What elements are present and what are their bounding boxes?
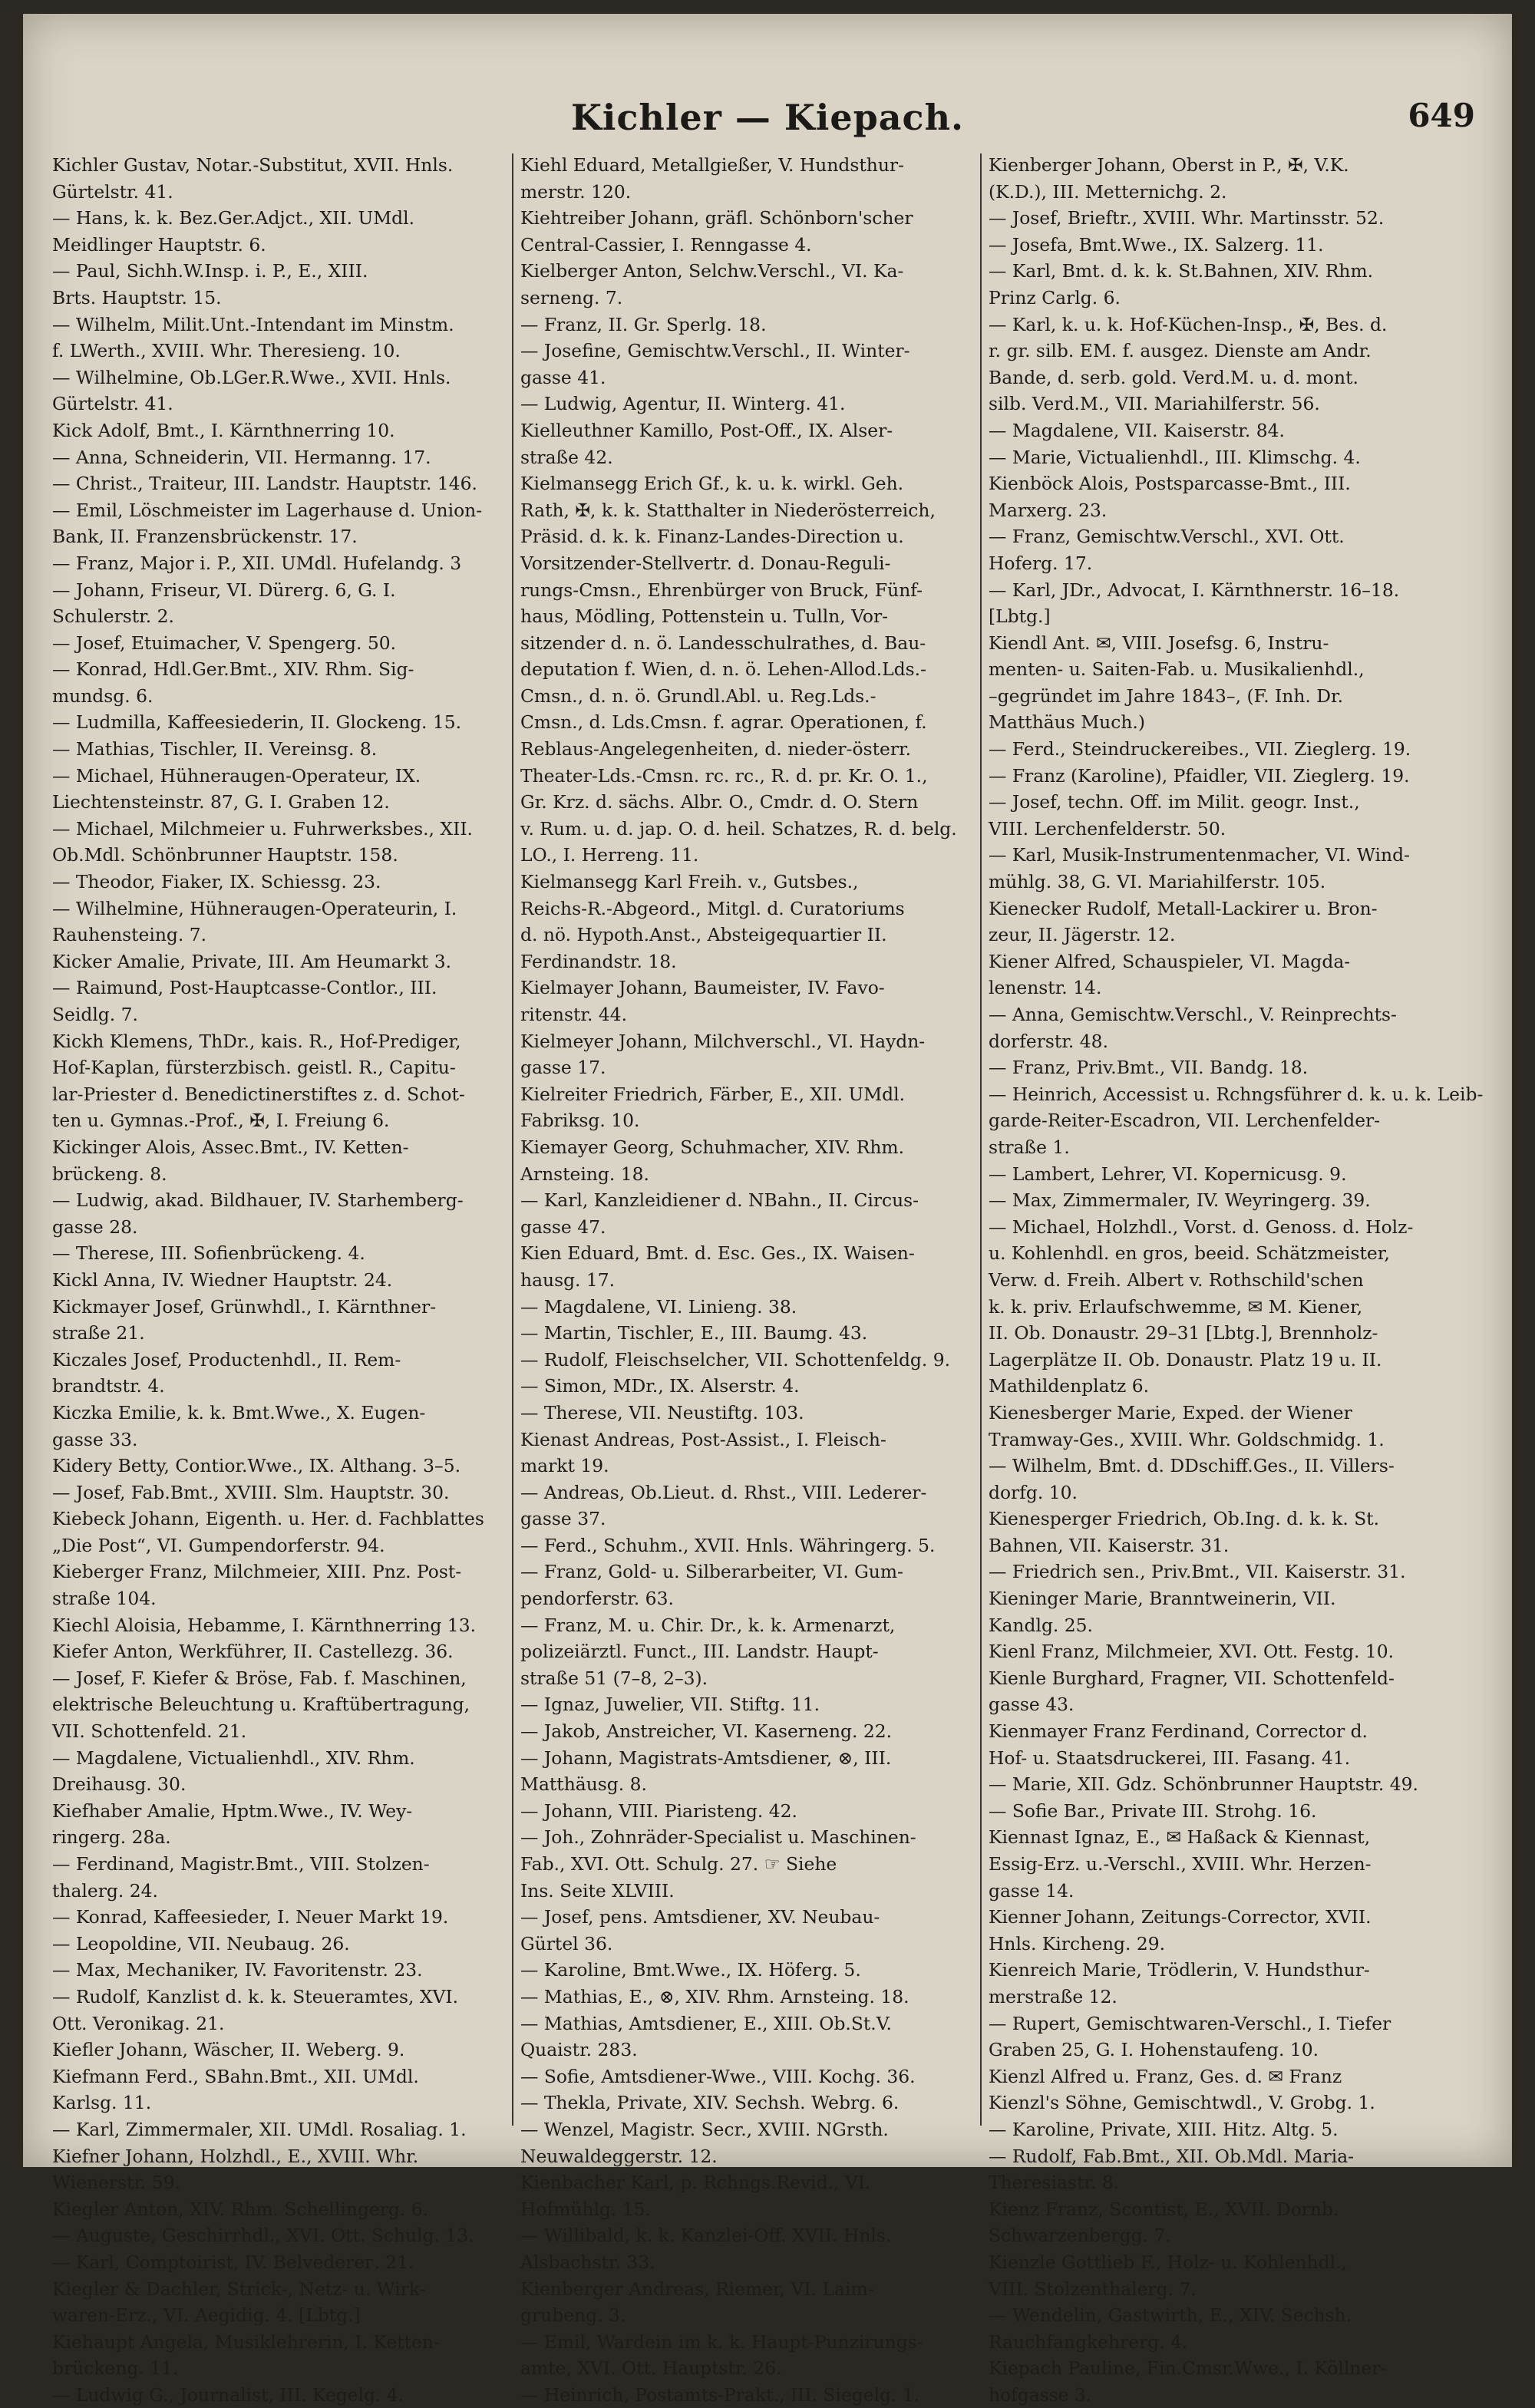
directory-entry-line: — Theodor, Fiaker, IX. Schiessg. 23. [52, 871, 381, 893]
directory-entry-line: Kiendl Ant. ✉, VIII. Josefsg. 6, Instru- [989, 632, 1329, 654]
directory-entry-line: gasse 14. [989, 1879, 1074, 1902]
directory-entry-line: pendorferstr. 63. [520, 1588, 674, 1610]
directory-entry-line: Kiefhaber Amalie, Hptm.Wwe., IV. Wey- [52, 1799, 413, 1822]
directory-entry-line: — Jakob, Anstreicher, VI. Kaserneng. 22. [520, 1720, 893, 1743]
directory-entry-line: Kienle Burghard, Fragner, VII. Schottenfeld- [989, 1667, 1395, 1689]
directory-entry-line: haus, Mödling, Pottenstein u. Tulln, Vor- [520, 605, 889, 628]
directory-entry-line: Kiener Alfred, Schauspieler, VI. Magda- [989, 950, 1351, 972]
directory-entry-line: Kielberger Anton, Selchw.Verschl., VI. Ka- [520, 260, 904, 282]
directory-entry-line: — Paul, Sichh.W.Insp. i. P., E., XIII. [52, 260, 368, 282]
directory-entry-line: Rath, ✠, k. k. Statthalter in Niederösterreich, [520, 499, 936, 521]
directory-entry-line: elektrische Beleuchtung u. Kraftübertragung, [52, 1694, 470, 1716]
directory-entry-line: r. gr. silb. EM. f. ausgez. Dienste am Andr. [989, 340, 1372, 362]
directory-entry-line: — Auguste, Geschirrhdl., XVI. Ott. Schulg. 13. [52, 2225, 474, 2247]
directory-entry-line: — Ludwig G., Journalist, III. Kegelg. 4. [52, 2383, 404, 2406]
directory-entry-line: — Ludmilla, Kaffeesiederin, II. Glockeng. 15. [52, 711, 462, 734]
directory-entry-line: Fabriksg. 10. [520, 1110, 640, 1132]
directory-entry-line: — Hans, k. k. Bez.Ger.Adjct., XII. UMdl. [52, 207, 415, 229]
directory-entry-line: Kiehaupt Angela, Musiklehrerin, I. Ketten- [52, 2330, 440, 2353]
directory-entry-line: — Wilhelmine, Ob.LGer.R.Wwe., XVII. Hnls. [52, 366, 451, 388]
column-divider [980, 153, 982, 2126]
directory-entry-line: — Therese, VII. Neustiftg. 103. [520, 1401, 804, 1423]
directory-entry-line: straße 104. [52, 1588, 157, 1610]
directory-entry-line: Gr. Krz. d. sächs. Albr. O., Cmdr. d. O. Stern [520, 791, 919, 813]
directory-entry-line: — Joh., Zohnräder-Specialist u. Maschinen- [520, 1826, 916, 1849]
directory-entry-line: mühlg. 38, G. VI. Mariahilferstr. 105. [989, 871, 1326, 893]
directory-entry-line: Kickl Anna, IV. Wiedner Hauptstr. 24. [52, 1268, 393, 1291]
directory-entry-line: Cmsn., d. n. ö. Grundl.Abl. u. Reg.Lds.- [520, 684, 876, 707]
directory-entry-line: brandtstr. 4. [52, 1375, 165, 1397]
directory-entry-line: — Mathias, E., ⊗, XIV. Rhm. Arnsteing. 18. [520, 1985, 909, 2007]
directory-entry-line: — Johann, Magistrats-Amtsdiener, ⊗, III. [520, 1747, 892, 1769]
directory-entry-line: Vorsitzender-Stellvertr. d. Donau-Reguli- [520, 552, 891, 574]
directory-entry-line: Matthäusg. 8. [520, 1773, 647, 1796]
directory-entry-line: — Konrad, Hdl.Ger.Bmt., XIV. Rhm. Sig- [52, 658, 414, 681]
directory-entry-line: Brts. Hauptstr. 15. [52, 286, 222, 308]
directory-entry-line: Central-Cassier, I. Renngasse 4. [520, 233, 812, 256]
directory-entry-line: II. Ob. Donaustr. 29–31 [Lbtg.], Brennholz- [989, 1322, 1378, 1344]
directory-entry-line: — Christ., Traiteur, III. Landstr. Hauptstr. 146. [52, 473, 477, 495]
directory-entry-line: — Ferd., Steindruckereibes., VII. Zieglerg. 19. [989, 738, 1411, 760]
directory-entry-line: — Franz, Gold- u. Silberarbeiter, VI. Gum- [520, 1561, 903, 1583]
directory-entry-line: — Sofie, Amtsdiener-Wwe., VIII. Kochg. 36. [520, 2065, 916, 2087]
directory-entry-line: — Josef, Etuimacher, V. Spengerg. 50. [52, 632, 397, 654]
directory-entry-line: thalerg. 24. [52, 1879, 158, 1902]
directory-entry-line: gasse 47. [520, 1216, 606, 1238]
directory-entry-line: Gürtel 36. [520, 1932, 613, 1954]
directory-entry-line: d. nö. Hypoth.Anst., Absteigequartier II. [520, 924, 887, 946]
directory-column-3 [989, 152, 1484, 2406]
directory-entry-line: Kiepach Pauline, Fin.Cmsr.Wwe., I. Köllner- [989, 2357, 1387, 2380]
directory-entry-line: — Heinrich, Accessist u. Rchngsführer d. k. u. k. Leib- [989, 1083, 1484, 1105]
directory-entry-line: Cmsn., d. Lds.Cmsn. f. agrar. Operationen, f. [520, 711, 927, 734]
directory-entry-line: — Franz, M. u. Chir. Dr., k. k. Armenarzt, [520, 1614, 896, 1636]
directory-entry-line: gasse 37. [520, 1508, 606, 1530]
directory-entry-line: — Thekla, Private, XIV. Sechsh. Webrg. 6. [520, 2092, 900, 2114]
directory-entry-line: Kieninger Marie, Branntweinerin, VII. [989, 1588, 1336, 1610]
directory-entry-line: — Karoline, Private, XIII. Hitz. Altg. 5. [989, 2118, 1339, 2140]
directory-entry-line: Schulerstr. 2. [52, 605, 174, 628]
directory-entry-line: — Konrad, Kaffeesieder, I. Neuer Markt 19. [52, 1906, 449, 1928]
directory-entry-line: Kidery Betty, Contior.Wwe., IX. Althang. 3–5. [52, 1455, 461, 1477]
directory-entry-line: Bande, d. serb. gold. Verd.M. u. d. mont. [989, 366, 1358, 388]
directory-entry-line: gasse 28. [52, 1216, 138, 1238]
running-head: Kichler — Kiepach. [570, 97, 965, 138]
directory-entry-line: Hoferg. 17. [989, 552, 1093, 574]
directory-entry-line: Hof-Kaplan, fürsterzbisch. geistl. R., Capitu- [52, 1057, 456, 1079]
directory-entry-line: — Karl, Zimmermaler, XII. UMdl. Rosaliag. 1. [52, 2118, 467, 2140]
directory-entry-line: u. Kohlenhdl. en gros, beeid. Schätzmeister, [989, 1242, 1390, 1265]
directory-entry-line: straße 51 (7–8, 2–3). [520, 1667, 708, 1689]
directory-entry-line: — Marie, XII. Gdz. Schönbrunner Hauptstr. 49. [989, 1773, 1418, 1796]
directory-entry-line: k. k. priv. Erlaufschwemme, ✉ M. Kiener, [989, 1295, 1363, 1318]
directory-entry-line: deputation f. Wien, d. n. ö. Lehen-Allod.Lds.- [520, 658, 927, 681]
directory-entry-line: Kienböck Alois, Postsparcasse-Bmt., III. [989, 473, 1351, 495]
directory-entry-line: — Anna, Gemischtw.Verschl., V. Reinprechts- [989, 1004, 1397, 1025]
directory-entry-line: Rauchfangkehrerg. 4. [989, 2330, 1188, 2353]
directory-entry-line: — Karl, Kanzleidiener d. NBahn., II. Circus- [520, 1189, 919, 1212]
directory-entry-line: Kienesperger Friedrich, Ob.Ing. d. k. k. St. [989, 1508, 1380, 1530]
directory-entry-line: — Franz, Priv.Bmt., VII. Bandg. 18. [989, 1057, 1309, 1079]
directory-entry-line: — Martin, Tischler, E., III. Baumg. 43. [520, 1322, 868, 1344]
directory-entry-line: — Josef, pens. Amtsdiener, XV. Neubau- [520, 1906, 880, 1928]
directory-entry-line: — Simon, MDr., IX. Alserstr. 4. [520, 1375, 800, 1397]
directory-entry-line: dorferstr. 48. [989, 1030, 1109, 1052]
directory-entry-line: — Franz, Gemischtw.Verschl., XVI. Ott. [989, 526, 1345, 548]
directory-entry-line: — Anna, Schneiderin, VII. Hermanng. 17. [52, 446, 431, 468]
directory-entry-line: — Ludwig, Agentur, II. Winterg. 41. [520, 393, 846, 415]
directory-entry-line: Kielreiter Friedrich, Färber, E., XII. UMdl. [520, 1083, 906, 1105]
directory-entry-line: — Friedrich sen., Priv.Bmt., VII. Kaiserstr. 31. [989, 1561, 1406, 1583]
directory-entry-line: — Josef, F. Kiefer & Bröse, Fab. f. Maschinen, [52, 1667, 467, 1689]
directory-entry-line: hofgasse 3. [989, 2383, 1092, 2406]
directory-entry-line: Kien Eduard, Bmt. d. Esc. Ges., IX. Waisen- [520, 1242, 915, 1265]
directory-entry-line: — Johann, Friseur, VI. Dürerg. 6, G. I. [52, 579, 396, 601]
directory-entry-line: Ob.Mdl. Schönbrunner Hauptstr. 158. [52, 844, 398, 866]
directory-entry-line: Kiehl Eduard, Metallgießer, V. Hundsthur- [520, 154, 904, 176]
directory-entry-line: brückeng. 11. [52, 2357, 179, 2380]
directory-entry-line: — Rudolf, Fleischselcher, VII. Schottenfeldg. 9. [520, 1348, 951, 1371]
directory-entry-line: — Therese, III. Sofienbrückeng. 4. [52, 1242, 365, 1265]
directory-entry-line: grubeng. 3. [520, 2304, 626, 2327]
directory-entry-line: Kienast Andreas, Post-Assist., I. Fleisch- [520, 1428, 886, 1450]
directory-entry-line: lenenstr. 14. [989, 977, 1102, 999]
directory-entry-line: Kielmayer Johann, Baumeister, IV. Favo- [520, 977, 885, 999]
directory-entry-line: Alsbachstr. 33. [520, 2251, 655, 2273]
directory-entry-line: — Karl, Bmt. d. k. k. St.Bahnen, XIV. Rhm. [989, 260, 1374, 282]
directory-entry-line: — Lambert, Lehrer, VI. Kopernicusg. 9. [989, 1163, 1347, 1185]
directory-entry-line: ringerg. 28a. [52, 1826, 171, 1849]
directory-entry-line: Kiegler & Dachler, Strick-, Netz- u. Wirk- [52, 2278, 426, 2300]
directory-entry-line: — Ludwig, akad. Bildhauer, IV. Starhemberg- [52, 1189, 464, 1212]
directory-entry-line: Reblaus-Angelegenheiten, d. nieder-österr. [520, 738, 912, 760]
directory-entry-line: Ferdinandstr. 18. [520, 950, 677, 972]
directory-entry-line: Essig-Erz. u.-Verschl., XVIII. Whr. Herzen- [989, 1853, 1372, 1875]
directory-entry-line: (K.D.), III. Metternichg. 2. [989, 180, 1227, 203]
directory-entry-line: — Josefine, Gemischtw.Verschl., II. Winter- [520, 340, 910, 362]
directory-entry-line: Mathildenplatz 6. [989, 1375, 1150, 1397]
directory-entry-line: Prinz Carlg. 6. [989, 286, 1121, 308]
directory-entry-line: VII. Schottenfeld. 21. [52, 1720, 247, 1743]
directory-entry-line: — Emil, Wardein im k. k. Haupt-Punzirungs- [520, 2330, 923, 2353]
directory-page [23, 14, 1512, 2406]
directory-entry-line: waren-Erz., VI. Aegidig. 4. [Lbtg.] [52, 2304, 361, 2327]
directory-entry-line: Kickh Klemens, ThDr., kais. R., Hof-Prediger, [52, 1030, 461, 1052]
directory-entry-line: — Josef, Fab.Bmt., XVIII. Slm. Hauptstr. 30. [52, 1481, 450, 1503]
directory-entry-line: Theresiastr. 8. [989, 2172, 1120, 2194]
directory-entry-line: — Ferdinand, Magistr.Bmt., VIII. Stolzen- [52, 1853, 430, 1875]
directory-entry-line: Kienecker Rudolf, Metall-Lackirer u. Bron- [989, 897, 1378, 919]
directory-entry-line: — Raimund, Post-Hauptcasse-Contlor., III. [52, 977, 437, 999]
directory-entry-line: — Michael, Hühneraugen-Operateur, IX. [52, 764, 421, 787]
directory-entry-line: Kienz Franz, Scontist, E., XVII. Dornb. [989, 2198, 1339, 2220]
page-number: 649 [1408, 97, 1475, 134]
directory-entry-line: Wienerstr. 59. [52, 2172, 181, 2194]
directory-entry-line: mundsg. 6. [52, 684, 154, 707]
directory-entry-line: — Magdalene, Victualienhdl., XIV. Rhm. [52, 1747, 415, 1769]
directory-entry-line: — Ignaz, Juwelier, VII. Stiftg. 11. [520, 1694, 820, 1716]
directory-entry-line: — Mathias, Amtsdiener, E., XIII. Ob.St.V. [520, 2012, 892, 2034]
directory-entry-line: dorfg. 10. [989, 1481, 1078, 1503]
directory-entry-line: sernеng. 7. [520, 286, 623, 308]
directory-entry-line: –gegründet im Jahre 1843–, (F. Inh. Dr. [989, 684, 1344, 707]
directory-entry-line: gasse 33. [52, 1428, 138, 1450]
directory-entry-line: — Karoline, Bmt.Wwe., IX. Höferg. 5. [520, 1959, 861, 1981]
directory-entry-line: Tramway-Ges., XVIII. Whr. Goldschmidg. 1. [989, 1428, 1385, 1450]
directory-entry-line: ritenstr. 44. [520, 1004, 628, 1025]
directory-entry-line: — Wilhelm, Bmt. d. DDschiff.Ges., II. Villers- [989, 1455, 1395, 1477]
directory-entry-line: Kick Adolf, Bmt., I. Kärnthnerring 10. [52, 419, 395, 441]
directory-entry-line: — Rudolf, Fab.Bmt., XII. Ob.Mdl. Maria- [989, 2145, 1355, 2167]
directory-entry-line: v. Rum. u. d. jap. O. d. heil. Schatzes, R. d. belg. [520, 817, 957, 840]
directory-entry-line: LO., I. Herreng. 11. [520, 844, 699, 866]
directory-entry-line: Kiegler Anton, XIV. Rhm. Schellingerg. 6. [52, 2198, 429, 2220]
directory-entry-line: Präsid. d. k. k. Finanz-Landes-Direction u. [520, 526, 904, 548]
directory-entry-line: Hofmühlg. 15. [520, 2198, 651, 2220]
directory-entry-line: Kienl Franz, Milchmeier, XVI. Ott. Festg. 10. [989, 1641, 1395, 1663]
directory-entry-line: lar-Priester d. Benedictinerstiftes z. d. Schot- [52, 1083, 465, 1105]
directory-entry-line: amte, XVI. Ott. Hauptstr. 26. [520, 2357, 782, 2380]
directory-entry-line: — Max, Mechaniker, IV. Favoritenstr. 23. [52, 1959, 423, 1981]
directory-entry-line: — Rupert, Gemischtwaren-Verschl., I. Tiefer [989, 2012, 1391, 2034]
directory-column-2 [520, 152, 973, 2406]
directory-entry-line: — Willibald, k. k. Kanzlei-Off. XVII. Hnls. [520, 2225, 892, 2247]
directory-entry-line: Kienberger Johann, Oberst in P., ✠, V.K. [989, 154, 1349, 176]
directory-entry-line: Kiehtreiber Johann, gräfl. Schönborn'scher [520, 207, 913, 229]
directory-entry-line: Kiefler Johann, Wäscher, II. Weberg. 9. [52, 2039, 405, 2061]
directory-entry-line: Verw. d. Freih. Albert v. Rothschild'schen [989, 1268, 1364, 1291]
directory-entry-line: ten u. Gymnas.-Prof., ✠, I. Freiung 6. [52, 1110, 390, 1132]
directory-entry-line: Karlsg. 11. [52, 2092, 152, 2114]
directory-entry-line: f. LWerth., XVIII. Whr. Theresieng. 10. [52, 340, 401, 362]
directory-entry-line: Kienbacher Karl, p. Rchngs.Revid., VI. [520, 2172, 871, 2194]
directory-entry-line: — Sofie Bar., Private III. Strohg. 16. [989, 1799, 1317, 1822]
directory-entry-line: — Michael, Holzhdl., Vorst. d. Genoss. d. Holz- [989, 1216, 1414, 1238]
directory-entry-line: Ins. Seite XLVIII. [520, 1879, 675, 1902]
directory-entry-line: — Magdalene, VI. Linieng. 38. [520, 1295, 797, 1318]
directory-entry-line: Lagerplätze II. Ob. Donaustr. Platz 19 u. II. [989, 1348, 1382, 1371]
directory-entry-line: — Josef, techn. Off. im Milit. geogr. Inst., [989, 791, 1360, 813]
directory-entry-line: Kienner Johann, Zeitungs-Corrector, XVII. [989, 1906, 1372, 1928]
directory-entry-line: Bank, II. Franzensbrückenstr. 17. [52, 526, 358, 548]
directory-entry-line: Kieberger Franz, Milchmeier, XIII. Pnz. Post- [52, 1561, 462, 1583]
directory-entry-line: sitzender d. n. ö. Landesschulrathes, d. Bau- [520, 632, 926, 654]
directory-entry-line: Liechtensteinstr. 87, G. I. Graben 12. [52, 791, 390, 813]
directory-entry-line: — Josefa, Bmt.Wwe., IX. Salzerg. 11. [989, 233, 1324, 256]
directory-entry-line: — Leopoldine, VII. Neubaug. 26. [52, 1932, 350, 1954]
directory-entry-line: Gürtelstr. 41. [52, 180, 173, 203]
directory-entry-line: Kielmeyer Johann, Milchverschl., VI. Haydn- [520, 1030, 926, 1052]
directory-entry-line: Kiefner Johann, Holzhdl., E., XVIII. Whr. [52, 2145, 419, 2167]
directory-entry-line: straße 42. [520, 446, 613, 468]
directory-entry-line: Fab., XVI. Ott. Schulg. 27. ☞ Siehe [520, 1853, 837, 1875]
directory-entry-line: — Magdalene, VII. Kaiserstr. 84. [989, 419, 1285, 441]
directory-entry-line: Schwarzenbergg. 7. [989, 2225, 1171, 2247]
directory-entry-line: Kiemayer Georg, Schuhmacher, XIV. Rhm. [520, 1136, 905, 1158]
directory-entry-line: „Die Post“, VI. Gumpendorferstr. 94. [52, 1534, 385, 1556]
directory-entry-line: Kiebeck Johann, Eigenth. u. Her. d. Fachblattes [52, 1508, 484, 1530]
directory-entry-line: — Wendelin, Gastwirth, E., XIV. Sechsh. [989, 2304, 1352, 2327]
directory-entry-line: Graben 25, G. I. Hohenstaufeng. 10. [989, 2039, 1319, 2061]
directory-entry-line: — Heinrich, Postamts-Prakt., III. Siegelg. 1. [520, 2383, 920, 2406]
directory-entry-line: [Lbtg.] [989, 605, 1051, 628]
directory-entry-line: straße 1. [989, 1136, 1070, 1158]
directory-entry-line: straße 21. [52, 1322, 145, 1344]
directory-entry-line: — Karl, Musik-Instrumentenmacher, VI. Wind- [989, 844, 1410, 866]
directory-entry-line: rungs-Cmsn., Ehrenbürger von Bruck, Fünf- [520, 579, 923, 601]
directory-entry-line: Marxerg. 23. [989, 499, 1108, 521]
directory-entry-line: Kickmayer Josef, Grünwhdl., I. Kärnthner- [52, 1295, 437, 1318]
directory-entry-line: Hnls. Kircheng. 29. [989, 1932, 1166, 1954]
directory-entry-line: Quaistr. 283. [520, 2039, 638, 2061]
directory-entry-line: Seidlg. 7. [52, 1004, 138, 1025]
directory-entry-line: merstraße 12. [989, 1985, 1117, 2007]
directory-entry-line: Kienzl Alfred u. Franz, Ges. d. ✉ Franz [989, 2065, 1342, 2087]
directory-entry-line: Kiechl Aloisia, Hebamme, I. Kärnthnerring 13. [52, 1614, 477, 1636]
directory-entry-line: — Karl, k. u. k. Hof-Küchen-Insp., ✠, Bes. d. [989, 313, 1388, 335]
directory-entry-line: silb. Verd.M., VII. Mariahilferstr. 56. [989, 393, 1320, 415]
directory-entry-line: merstr. 120. [520, 180, 632, 203]
directory-entry-line: Kielmansegg Erich Gf., k. u. k. wirkl. Geh. [520, 473, 904, 495]
directory-entry-line: menten- u. Saiten-Fab. u. Musikalienhdl., [989, 658, 1365, 681]
directory-entry-line: — Emil, Löschmeister im Lagerhause d. Union- [52, 499, 483, 521]
directory-entry-line: — Rudolf, Kanzlist d. k. k. Steueramtes, XVI. [52, 1985, 459, 2007]
directory-entry-line: — Mathias, Tischler, II. Vereinsg. 8. [52, 738, 378, 760]
directory-entry-line: Kicker Amalie, Private, III. Am Heumarkt 3. [52, 950, 452, 972]
directory-entry-line: brückeng. 8. [52, 1163, 167, 1185]
directory-entry-line: Kichler Gustav, Notar.-Substitut, XVII. Hnls. [52, 154, 454, 176]
directory-entry-line: gasse 41. [520, 366, 606, 388]
directory-entry-line: gasse 17. [520, 1057, 606, 1079]
directory-entry-line: Kielmansegg Karl Freih. v., Gutsbes., [520, 871, 859, 893]
directory-entry-line: — Michael, Milchmeier u. Fuhrwerksbes., XII. [52, 817, 473, 840]
directory-column-1 [52, 152, 505, 2406]
directory-entry-line: polizeiärztl. Funct., III. Landstr. Haupt- [520, 1641, 879, 1663]
directory-entry-line: — Wenzel, Magistr. Secr., XVIII. NGrsth. [520, 2118, 889, 2140]
directory-entry-line: Bahnen, VII. Kaiserstr. 31. [989, 1534, 1230, 1556]
directory-entry-line: Kienzle Gottlieb F., Holz- u. Kohlenhdl., [989, 2251, 1347, 2273]
directory-entry-line: zeur, II. Jägerstr. 12. [989, 924, 1176, 946]
directory-entry-line: — Josef, Brieftr., XVIII. Whr. Martinsstr. 52. [989, 207, 1385, 229]
directory-entry-line: Theater-Lds.-Cmsn. rc. rc., R. d. pr. Kr. O. 1., [520, 764, 928, 787]
directory-entry-line: Kiczka Emilie, k. k. Bmt.Wwe., X. Eugen- [52, 1401, 426, 1423]
directory-entry-line: Neuwaldeggerstr. 12. [520, 2145, 718, 2167]
directory-entry-line: VIII. Lerchenfelderstr. 50. [989, 817, 1226, 840]
directory-entry-line: — Franz (Karoline), Pfaidler, VII. Zieglerg. 19. [989, 764, 1410, 787]
directory-entry-line: markt 19. [520, 1455, 609, 1477]
directory-entry-line: Ott. Veronikag. 21. [52, 2012, 225, 2034]
directory-entry-line: — Wilhelmine, Hühneraugen-Operateurin, I. [52, 897, 457, 919]
directory-entry-line: — Andreas, Ob.Lieut. d. Rhst., VIII. Lederer- [520, 1481, 927, 1503]
directory-entry-line: Kienesberger Marie, Exped. der Wiener [989, 1401, 1352, 1423]
directory-entry-line: Meidlinger Hauptstr. 6. [52, 233, 266, 256]
directory-entry-line: — Marie, Victualienhdl., III. Klimschg. 4. [989, 446, 1361, 468]
column-divider [512, 153, 513, 2126]
directory-entry-line: Kiczales Josef, Productenhdl., II. Rem- [52, 1348, 401, 1371]
directory-entry-line: garde-Reiter-Escadron, VII. Lerchenfelder- [989, 1110, 1381, 1132]
directory-entry-line: Hof- u. Staatsdruckerei, III. Fasang. 41. [989, 1747, 1351, 1769]
directory-entry-line: Kienmayer Franz Ferdinand, Corrector d. [989, 1720, 1368, 1743]
directory-entry-line: Kiennast Ignaz, E., ✉ Haßack & Kiennast, [989, 1826, 1371, 1849]
directory-entry-line: — Wilhelm, Milit.Unt.-Intendant im Minstm. [52, 313, 454, 335]
directory-entry-line: Kickinger Alois, Assec.Bmt., IV. Ketten- [52, 1136, 409, 1158]
directory-entry-line: gasse 43. [989, 1694, 1074, 1716]
directory-entry-line: — Johann, VIII. Piaristeng. 42. [520, 1799, 797, 1822]
directory-entry-line: Kienberger Andreas, Riemer, VI. Laim- [520, 2278, 874, 2300]
directory-entry-line: — Franz, II. Gr. Sperlg. 18. [520, 313, 767, 335]
directory-entry-line: — Karl, JDr., Advocat, I. Kärnthnerstr. 16–18. [989, 579, 1400, 601]
directory-entry-line: VIII. Stolzenthalerg. 7. [989, 2278, 1197, 2300]
directory-entry-line: Rauhensteing. 7. [52, 924, 207, 946]
directory-entry-line: — Ferd., Schuhm., XVII. Hnls. Währingerg. 5. [520, 1534, 936, 1556]
directory-entry-line: Kielleuthner Kamillo, Post-Off., IX. Alser- [520, 419, 893, 441]
directory-entry-line: Kienreich Marie, Trödlerin, V. Hundsthur- [989, 1959, 1370, 1981]
directory-entry-line: Dreihausg. 30. [52, 1773, 187, 1796]
directory-entry-line: — Max, Zimmermaler, IV. Weyringerg. 39. [989, 1189, 1371, 1212]
directory-entry-line: Kiefer Anton, Werkführer, II. Castellezg. 36. [52, 1641, 454, 1663]
directory-entry-line: Gürtelstr. 41. [52, 393, 173, 415]
directory-entry-line: Matthäus Much.) [989, 711, 1145, 734]
directory-entry-line: Kienzl's Söhne, Gemischtwdl., V. Grobg. 1. [989, 2092, 1375, 2114]
directory-entry-line: Reichs-R.-Abgeord., Mitgl. d. Curatoriums [520, 897, 905, 919]
directory-entry-line: — Karl, Comptoirist, IV. Belvederег. 21. [52, 2251, 414, 2273]
directory-entry-line: Kandlg. 25. [989, 1614, 1093, 1636]
directory-entry-line: hausg. 17. [520, 1268, 616, 1291]
directory-entry-line: Arnsteing. 18. [520, 1163, 649, 1185]
directory-entry-line: — Franz, Major i. P., XII. UMdl. Hufelandg. 3 [52, 552, 462, 574]
directory-entry-line: Kiefmann Ferd., SBahn.Bmt., XII. UMdl. [52, 2065, 419, 2087]
